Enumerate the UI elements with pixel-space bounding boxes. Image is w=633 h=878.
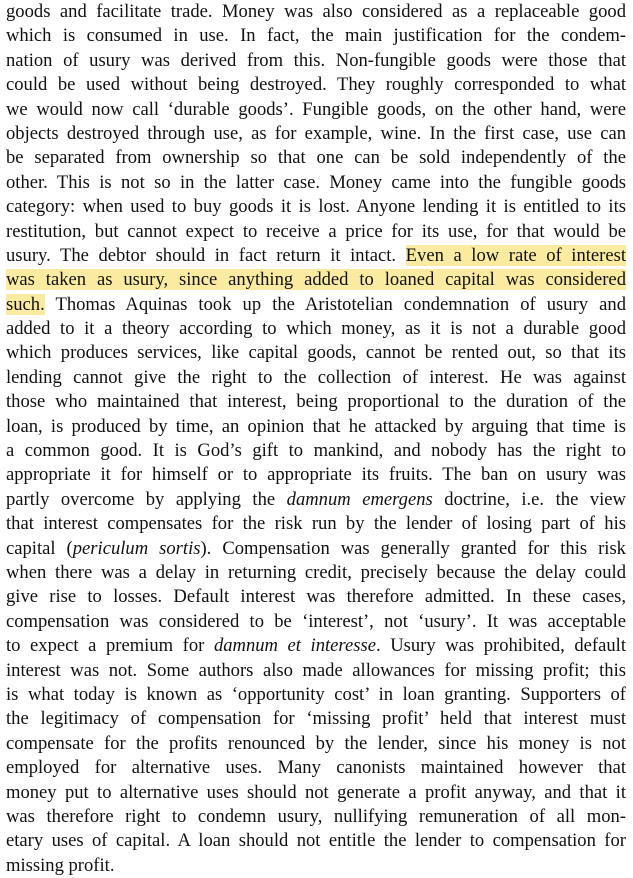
text-line: [6, 537, 626, 561]
text-line: [6, 146, 626, 170]
text-segment: loan, is produced by time, an opinion that he attacked by arguing that time is: [6, 415, 626, 437]
text-segment: ). Compensation was generally granted for this risk: [200, 537, 626, 559]
text-line: [6, 610, 626, 634]
text-line: [6, 195, 626, 219]
text-segment: missing profit.: [6, 854, 115, 876]
text-segment: . Usury was prohibited, default: [375, 635, 626, 657]
text-segment: those who maintained that interest, being proportional to the duration of the: [6, 391, 626, 413]
text-segment: could be used without being destroyed. They roughly corresponded to what: [6, 74, 626, 96]
text-line: [6, 366, 626, 390]
text-line: [6, 171, 626, 195]
text-segment: that interest compensates for the risk run by the lender of losing part of his: [6, 513, 626, 535]
body-paragraph: [6, 0, 626, 878]
text-line: [6, 73, 626, 97]
text-segment: interest was not. Some authors also made allowances for missing profit; this: [6, 659, 626, 681]
text-segment: compensate for the profits renounced by the lender, since his money is not: [6, 732, 626, 754]
text-segment: the legitimacy of compensation for ‘missing profit’ held that interest must: [6, 708, 626, 730]
text-line: [6, 585, 626, 609]
italic-term: damnum emergens: [286, 488, 433, 510]
text-segment: other. This is not so in the latter case. Money came into the fungible goods: [6, 171, 626, 193]
text-segment: appropriate it for himself or to appropriate its fruits. The ban on usury was: [6, 464, 626, 486]
text-segment: goods and facilitate trade. Money was also considered as a replaceable good: [6, 1, 626, 22]
text-line: [6, 244, 626, 268]
text-line: [6, 634, 626, 658]
text-line: [6, 390, 626, 414]
highlighted-text: was taken as usury, since anything added to loaned capital was considered: [6, 269, 626, 291]
text-segment: usury. The debtor should in fact return it intact.: [6, 244, 406, 266]
text-segment: doctrine, i.e. the view: [432, 488, 626, 510]
text-line: [6, 488, 626, 512]
text-segment: compensation was considered to be ‘interest’, not ‘usury’. It was acceptable: [6, 610, 626, 632]
text-segment: Thomas Aquinas took up the Aristotelian condemnation of usury and: [44, 293, 626, 315]
document-page: [6, 0, 626, 878]
text-segment: which produces services, like capital goods, cannot be rented out, so that its: [6, 342, 626, 364]
text-line: [6, 268, 626, 292]
text-segment: category: when used to buy goods it is lost. Anyone lending it is entitled to its: [6, 196, 626, 218]
highlighted-text: such.: [6, 293, 45, 315]
italic-term: periculum sortis: [72, 537, 201, 559]
text-line: [6, 707, 626, 731]
text-line: [6, 341, 626, 365]
text-line: [6, 512, 626, 536]
highlighted-text: Even a low rate of interest: [405, 244, 627, 266]
text-segment: money put to alternative uses should not generate a profit anyway, and that it: [6, 781, 626, 803]
text-segment: when there was a delay in returning credit, precisely because the delay could: [6, 561, 626, 583]
text-segment: objects destroyed through use, as for example, wine. In the first case, use can: [6, 122, 626, 144]
text-segment: is what today is known as ‘opportunity cost’ in loan granting. Supporters of: [6, 683, 626, 705]
text-line: [6, 683, 626, 707]
text-line: [6, 122, 626, 146]
text-line: [6, 732, 626, 756]
italic-term: damnum et interesse: [213, 635, 376, 657]
text-line: [6, 854, 626, 878]
text-line: [6, 415, 626, 439]
text-line: [6, 49, 626, 73]
text-line: [6, 24, 626, 48]
text-segment: give rise to losses. Default interest was therefore admitted. In these cases,: [6, 586, 626, 608]
text-segment: partly overcome by applying the: [6, 488, 287, 510]
text-segment: which is consumed in use. In fact, the main justification for the condem-: [6, 25, 626, 47]
text-segment: we would now call ‘durable goods’. Fungible goods, on the other hand, were: [6, 98, 626, 120]
text-segment: to expect a premium for: [6, 635, 214, 657]
text-line: [6, 561, 626, 585]
text-line: [6, 293, 626, 317]
text-line: [6, 98, 626, 122]
text-segment: nation of usury was derived from this. Non-fungible goods were those that: [6, 49, 626, 71]
text-line: [6, 829, 626, 853]
text-segment: added to it a theory according to which money, as it is not a durable good: [6, 318, 626, 340]
text-segment: capital (: [6, 537, 73, 559]
text-segment: lending cannot give the right to the collection of interest. He was against: [6, 366, 626, 388]
text-line: [6, 659, 626, 683]
text-line: [6, 220, 626, 244]
text-segment: restitution, but cannot expect to receive a price for its use, for that would be: [6, 220, 626, 242]
text-line: [6, 781, 626, 805]
text-line: [6, 317, 626, 341]
text-line: [6, 805, 626, 829]
text-segment: employed for alternative uses. Many canonists maintained however that: [6, 757, 626, 779]
text-line: [6, 439, 626, 463]
text-segment: a common good. It is God’s gift to mankind, and nobody has the right to: [6, 440, 626, 462]
text-line: [6, 0, 626, 24]
text-line: [6, 463, 626, 487]
text-segment: was therefore right to condemn usury, nullifying remuneration of all mon-: [6, 805, 626, 827]
text-line: [6, 756, 626, 780]
text-segment: be separated from ownership so that one can be sold independently of the: [6, 147, 626, 169]
text-segment: etary uses of capital. A loan should not entitle the lender to compensation for: [6, 830, 626, 852]
